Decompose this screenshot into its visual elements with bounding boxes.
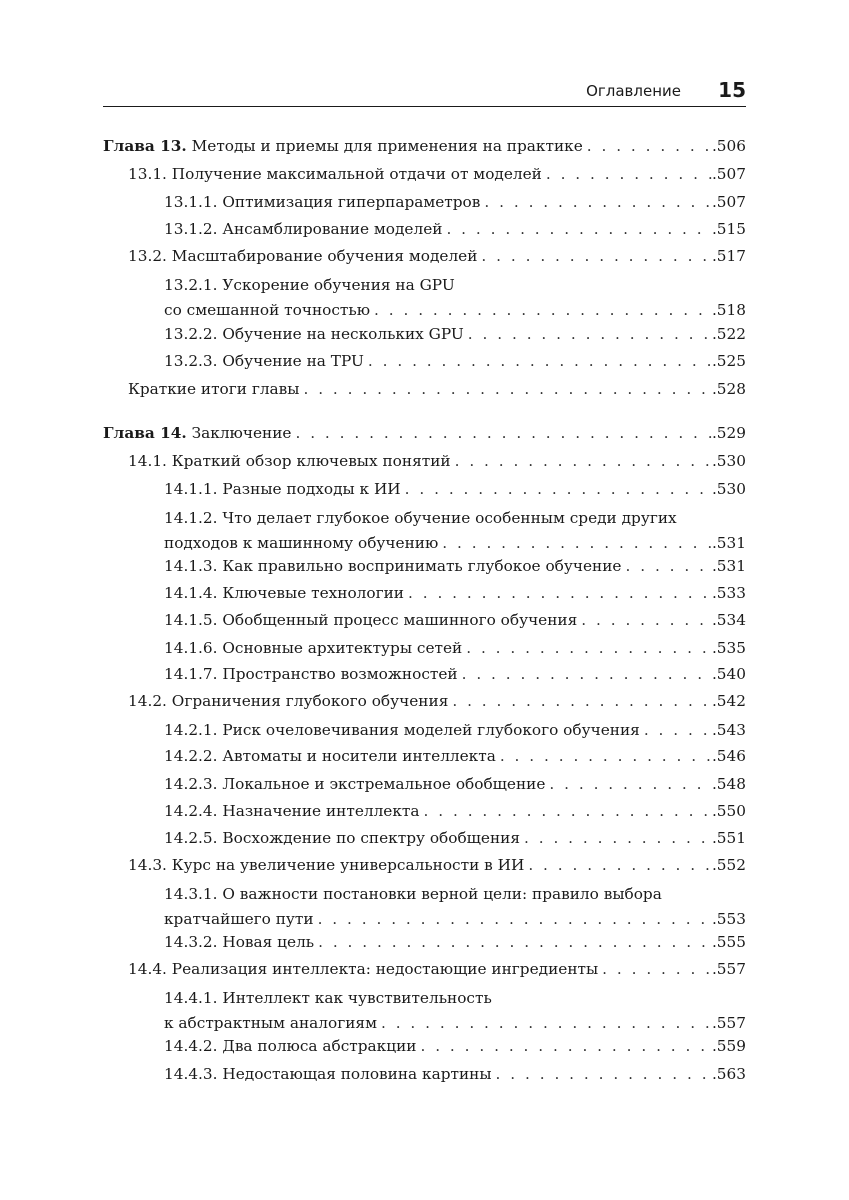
toc-entry-title: 13.2. Масштабирование обучения моделей xyxy=(128,247,478,265)
dot-leader xyxy=(314,929,712,956)
dot-leader xyxy=(416,1033,711,1060)
toc-entry-page: .506 xyxy=(711,137,746,155)
toc-subsection xyxy=(103,883,746,933)
chapter-label: Глава 13. xyxy=(103,137,187,155)
toc-entry-page: .517 xyxy=(711,247,746,265)
toc-entry-page: .542 xyxy=(711,692,746,710)
toc-subsection xyxy=(103,771,746,798)
toc-entry-page: .522 xyxy=(711,325,746,343)
dot-leader xyxy=(640,717,712,744)
dot-leader xyxy=(462,635,712,662)
toc-entry-title: Методы и приемы для применения на практике xyxy=(191,137,583,155)
dot-leader xyxy=(448,688,712,715)
toc-entry-title: 14.4.2. Два полюса абстракции xyxy=(164,1037,417,1055)
toc-entry-title: 14.2.3. Локальное и экстремальное обобщение xyxy=(164,775,546,793)
toc-entry-page: .528 xyxy=(711,380,746,398)
dot-leader xyxy=(442,216,711,243)
toc-chapter-13 xyxy=(103,133,746,160)
toc-entry-title: 13.2.2. Обучение на нескольких GPU xyxy=(164,325,464,343)
toc-entry-title: 14.2.4. Назначение интеллекта xyxy=(164,802,420,820)
toc-entry-title: кратчайшего пути xyxy=(164,910,314,928)
dot-leader xyxy=(583,133,712,160)
toc-entry-title: 13.1. Получение максимальной отдачи от моделей xyxy=(128,165,542,183)
toc-entry-page: .555 xyxy=(711,933,746,951)
dot-leader xyxy=(545,771,712,798)
toc-entry-page: .550 xyxy=(711,802,746,820)
toc-entry-page: .525 xyxy=(711,352,746,370)
toc-subsection xyxy=(103,825,746,852)
dot-leader xyxy=(364,348,712,375)
toc-entry-page: .563 xyxy=(711,1065,746,1083)
toc-entry-page: .552 xyxy=(711,856,746,874)
toc-subsection xyxy=(103,987,746,1037)
toc-subsection xyxy=(103,580,746,607)
dot-leader xyxy=(496,743,712,770)
toc-entry-title: 14.2. Ограничения глубокого обучения xyxy=(128,692,449,710)
toc-subsection xyxy=(103,321,746,348)
chapter-label: Глава 14. xyxy=(103,424,187,442)
dot-leader xyxy=(577,607,712,634)
toc-subsection xyxy=(103,635,746,662)
toc-entry-title: 14.1.3. Как правильно воспринимать глубокое обучение xyxy=(164,557,622,575)
toc-entry-page: .507 xyxy=(711,165,746,183)
toc-section xyxy=(103,243,746,270)
toc-entry-page: .507 xyxy=(711,193,746,211)
dot-leader xyxy=(420,798,712,825)
toc-entry-title-line1: 14.4.1. Интеллект как чувствительность xyxy=(164,989,492,1007)
toc-entry-page: .530 xyxy=(711,452,746,470)
toc-entry-page: .546 xyxy=(711,747,746,765)
toc-entry-title: 13.1.1. Оптимизация гиперпараметров xyxy=(164,193,481,211)
toc-subsection xyxy=(103,1061,746,1088)
dot-leader xyxy=(370,297,712,324)
toc-section xyxy=(103,688,746,715)
dot-leader xyxy=(598,956,712,983)
toc-subsection xyxy=(103,274,746,324)
running-header xyxy=(103,76,746,107)
toc-entry-title: 14.2.2. Автоматы и носители интеллекта xyxy=(164,747,496,765)
toc-entry-page: .551 xyxy=(711,829,746,847)
toc-entry-title: 14.3. Курс на увеличение универсальности в ИИ xyxy=(128,856,525,874)
dot-leader xyxy=(291,420,711,447)
toc-entry-page: .531 xyxy=(711,534,746,552)
dot-leader xyxy=(451,448,712,475)
toc-subsection xyxy=(103,553,746,580)
toc-entry-title: Краткие итоги главы xyxy=(128,380,300,398)
toc-section xyxy=(103,376,746,403)
toc-section xyxy=(103,448,746,475)
toc-entry-title: 14.1.7. Пространство возможностей xyxy=(164,665,458,683)
toc-entry-title: 14.4. Реализация интеллекта: недостающие ингредиенты xyxy=(128,960,599,978)
toc-subsection xyxy=(103,661,746,688)
toc-entry-page: .559 xyxy=(711,1037,746,1055)
page-number: 15 xyxy=(718,78,746,102)
toc-subsection xyxy=(103,476,746,503)
toc-subsection xyxy=(103,929,746,956)
dot-leader xyxy=(477,243,712,270)
header-title: Оглавление xyxy=(586,82,681,100)
toc-entry-title: 14.1. Краткий обзор ключевых понятий xyxy=(128,452,451,470)
toc-entry-page: .518 xyxy=(711,301,746,319)
toc-entry-title: 14.2.5. Восхождение по спектру обобщения xyxy=(164,829,520,847)
toc-entry-page: .515 xyxy=(711,220,746,238)
toc-section xyxy=(103,161,746,188)
dot-leader xyxy=(404,580,712,607)
toc-entry-page: .530 xyxy=(711,480,746,498)
dot-leader xyxy=(480,189,712,216)
toc-entry-title-line1: 14.3.1. О важности постановки верной цели: правило выбора xyxy=(164,885,662,903)
toc-entry-title: 14.1.6. Основные архитектуры сетей xyxy=(164,639,463,657)
dot-leader xyxy=(524,852,712,879)
dot-leader xyxy=(542,161,712,188)
toc-entry-page: .540 xyxy=(711,665,746,683)
toc-entry-page: .529 xyxy=(711,424,746,442)
toc-entry-page: .533 xyxy=(711,584,746,602)
toc-section xyxy=(103,956,746,983)
toc-subsection xyxy=(103,1033,746,1060)
dot-leader xyxy=(492,1061,712,1088)
toc-entry-title: 14.1.5. Обобщенный процесс машинного обучения xyxy=(164,611,578,629)
dot-leader xyxy=(401,476,712,503)
toc-entry-title: подходов к машинному обучению xyxy=(164,534,439,552)
toc-entry-title-line1: 13.2.1. Ускорение обучения на GPU xyxy=(164,276,455,294)
toc-entry-title: 14.4.3. Недостающая половина картины xyxy=(164,1065,492,1083)
toc-entry-title: Заключение xyxy=(191,424,292,442)
toc-entry-title: 14.1.1. Разные подходы к ИИ xyxy=(164,480,401,498)
toc-entry-page: .557 xyxy=(711,960,746,978)
toc-subsection xyxy=(103,743,746,770)
toc-entry-title: 13.1.2. Ансамблирование моделей xyxy=(164,220,443,238)
dot-leader xyxy=(458,661,712,688)
toc-entry-title: 14.3.2. Новая цель xyxy=(164,933,315,951)
toc-entry-page: .534 xyxy=(711,611,746,629)
toc-subsection xyxy=(103,717,746,744)
dot-leader xyxy=(299,376,711,403)
toc-entry-page: .543 xyxy=(711,721,746,739)
toc-subsection xyxy=(103,216,746,243)
dot-leader xyxy=(622,553,712,580)
toc-entry-title-line1: 14.1.2. Что делает глубокое обучение особенным среди других xyxy=(164,509,677,527)
toc-entry-title: 14.1.4. Ключевые технологии xyxy=(164,584,404,602)
toc-subsection xyxy=(103,507,746,557)
toc-entry-title: 13.2.3. Обучение на TPU xyxy=(164,352,364,370)
toc-entry-page: .557 xyxy=(711,1014,746,1032)
toc-entry-page: .535 xyxy=(711,639,746,657)
toc-chapter-14 xyxy=(103,420,746,447)
toc-subsection xyxy=(103,348,746,375)
toc-entry-title: со смешанной точностью xyxy=(164,301,371,319)
toc-entry-title: к абстрактным аналогиям xyxy=(164,1014,377,1032)
toc-entry-page: .553 xyxy=(711,910,746,928)
dot-leader xyxy=(520,825,712,852)
toc-entry-page: .531 xyxy=(711,557,746,575)
toc-subsection xyxy=(103,798,746,825)
toc-entry-title: 14.2.1. Риск очеловечивания моделей глубокого обучения xyxy=(164,721,640,739)
toc-section xyxy=(103,852,746,879)
toc-entry-page: .548 xyxy=(711,775,746,793)
toc-subsection xyxy=(103,189,746,216)
toc-subsection xyxy=(103,607,746,634)
dot-leader xyxy=(464,321,712,348)
